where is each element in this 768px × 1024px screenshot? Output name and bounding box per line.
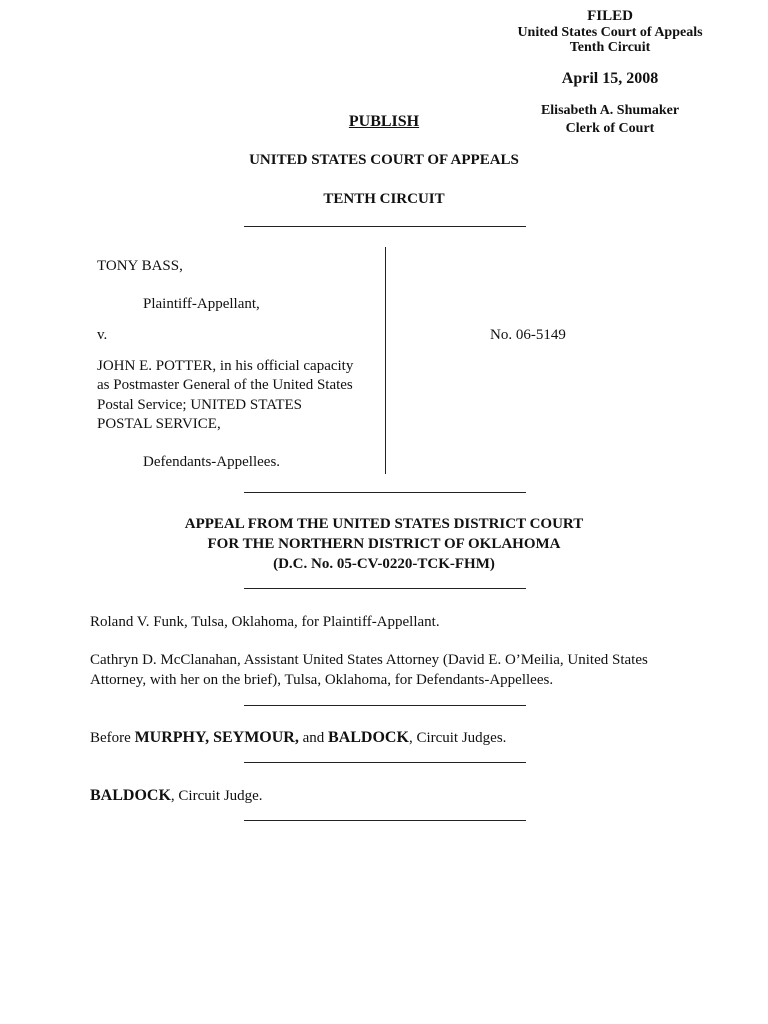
filed-circuit: Tenth Circuit: [569, 40, 651, 55]
defendant-line: as Postmaster General of the United States: [97, 377, 353, 394]
divider-1: [244, 226, 526, 227]
author-line: [90, 786, 690, 806]
caption-divider: [385, 247, 386, 474]
clerk-name: Elisabeth A. Shumaker: [540, 103, 680, 118]
panel-judge: BALDOCK: [328, 729, 409, 746]
defendant-line: Postal Service; UNITED STATES: [97, 396, 303, 413]
filed-date: April 15, 2008: [561, 70, 659, 87]
appeal-line: APPEAL FROM THE UNITED STATES DISTRICT COURT: [184, 516, 584, 532]
before-label: Before: [90, 730, 131, 746]
clerk-title: Clerk of Court: [565, 121, 655, 136]
defendant-line: JOHN E. POTTER, in his official capacity: [97, 358, 354, 374]
filed-label: FILED: [587, 8, 633, 24]
appeal-line: FOR THE NORTHERN DISTRICT OF OKLAHOMA: [207, 536, 561, 552]
appellee-counsel-line: Attorney, with her on the brief), Tulsa, Oklahoma, for Defendants-Appellees.: [90, 672, 554, 688]
defendant-names: [97, 357, 387, 434]
author-suffix: , Circuit Judge.: [170, 788, 263, 804]
panel-judges: MURPHY, SEYMOUR,: [134, 729, 299, 746]
divider-5: [244, 762, 526, 763]
divider-4: [244, 705, 526, 706]
divider-3: [244, 588, 526, 589]
appellee-counsel: [90, 650, 710, 690]
plaintiff-role: Plaintiff-Appellant,: [143, 296, 260, 312]
versus-label: v.: [97, 327, 108, 343]
filed-court: United States Court of Appeals: [517, 25, 703, 40]
appeal-heading: [84, 514, 684, 574]
panel-suffix: , Circuit Judges.: [408, 730, 507, 746]
appeal-line: (D.C. No. 05-CV-0220-TCK-FHM): [273, 556, 495, 572]
appellant-counsel: Roland V. Funk, Tulsa, Oklahoma, for Plaintiff-Appellant.: [90, 614, 440, 630]
divider-6: [244, 820, 526, 821]
publish-label: PUBLISH: [348, 113, 420, 130]
defendant-role: Defendants-Appellees.: [143, 454, 281, 470]
divider-2: [244, 492, 526, 493]
and-label: and: [302, 730, 325, 746]
author-name: BALDOCK: [90, 787, 171, 804]
plaintiff-name: TONY BASS,: [97, 258, 183, 274]
defendant-line: POSTAL SERVICE,: [97, 415, 221, 432]
panel-line: [90, 728, 690, 748]
circuit-name: TENTH CIRCUIT: [323, 191, 445, 207]
appellee-counsel-line: Cathryn D. McClanahan, Assistant United States Attorney (David E. O’Meilia, United States: [90, 652, 648, 668]
case-number: No. 06-5149: [490, 327, 566, 343]
court-name: UNITED STATES COURT OF APPEALS: [249, 152, 519, 168]
